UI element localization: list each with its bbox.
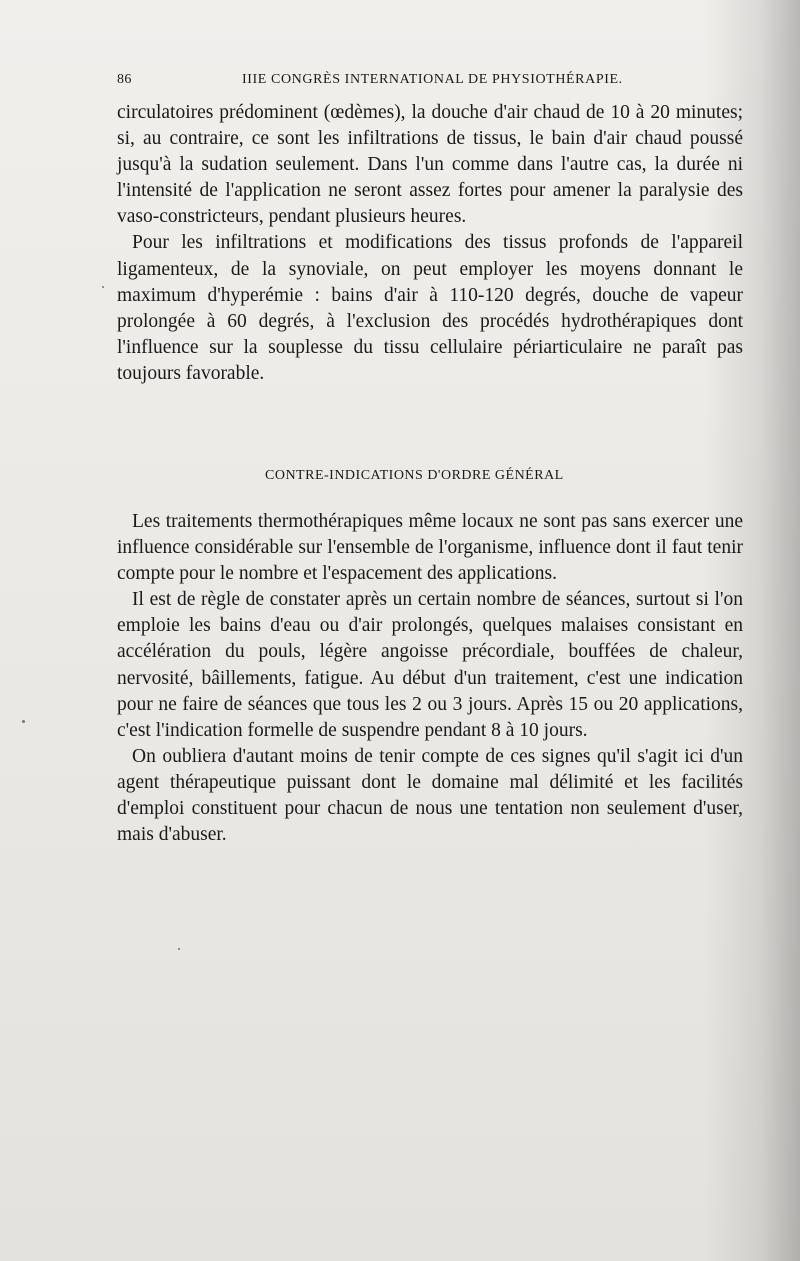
section-heading: CONTRE-INDICATIONS D'ORDRE GÉNÉRAL [265,468,564,483]
paragraph: Les traitements thermothérapiques même locaux ne sont pas sans exercer une influence considérable sur l'ensemble de l'organisme, influence dont il faut tenir compte pour le nombre et l'espacement des applications. [117,511,743,585]
paragraph: Il est de règle de constater après un certain nombre de séances, surtout si l'on emploie les bains d'eau ou d'air prolongés, quelques malaises consistant en accélération du pouls, légère angoisse précordiale, bouffées de chaleur, nervosité, bâillements, fatigue. Au début d'un traitement, c'est une indication pour ne faire de séances que tous les 2 ou 3 jours. Après 15 ou 20 applications, c'est l'indication formelle de suspendre pendant 8 à 10 jours. [117,589,743,741]
paragraph: On oubliera d'autant moins de tenir compte de ces signes qu'il s'agit ici d'un agent thérapeutique puissant dont le domaine mal délimité et les facilités d'emploi constituent pour chacun de nous une tentation non seulement d'user, mais d'abuser. [117,745,743,846]
paper-speck [178,948,180,950]
running-title: IIIE CONGRÈS INTERNATIONAL DE PHYSIOTHÉRAPIE. [242,72,623,87]
text-block-bottom [117,509,743,848]
paper-speck [102,286,104,288]
paragraph: Pour les infiltrations et modifications des tissus profonds de l'appareil ligamenteux, de la synoviale, on peut employer les moyens donnant le maximum d'hyperémie : bains d'air à 110-120 degrés, douche de vapeur prolongée à 60 degrés, à l'exclusion des procédés hydrothérapiques dont l'influence sur la souplesse du tissu cellulaire périarticulaire ne paraît pas toujours favorable. [117,232,743,384]
paragraph-continued: circulatoires prédominent (œdèmes), la douche d'air chaud de 10 à 20 minutes; si, au contraire, ce sont les infiltrations de tissus, le bain d'air chaud poussé jusqu'à la sudation seulement. Dans l'un comme dans l'autre cas, la durée ni l'intensité de l'application ne seront assez fortes pour amener la paralysie des vaso-constricteurs, pendant plusieurs heures. [117,102,743,228]
page-number: 86 [117,72,132,87]
text-block-top [117,100,743,387]
paper-speck [22,720,25,723]
page-header [117,72,740,94]
